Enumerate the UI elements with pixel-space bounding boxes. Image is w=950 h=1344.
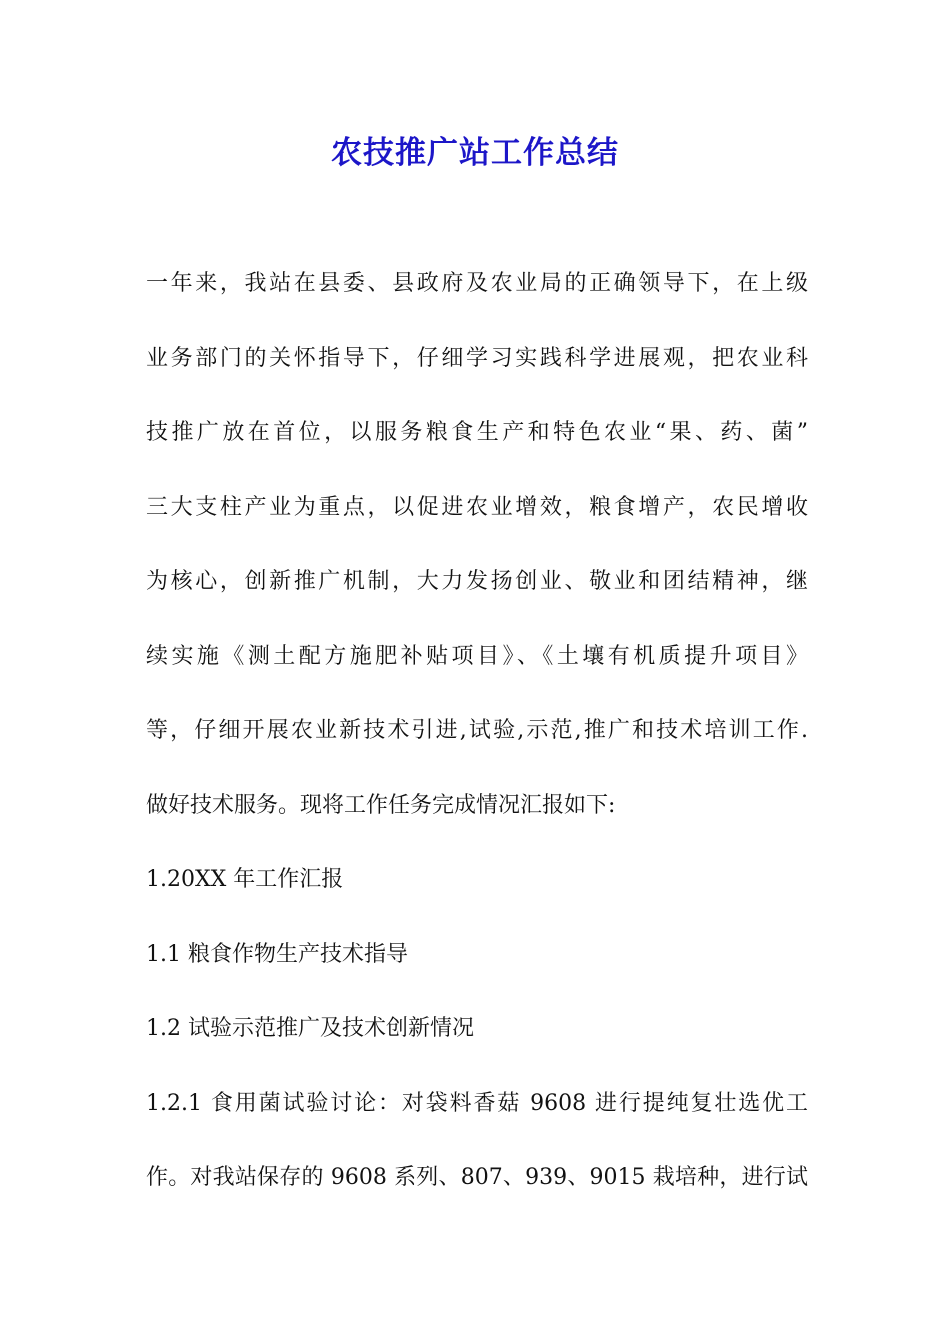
body-line: 续实施《测土配方施肥补贴项目》、《土壤有机质提升项目》 <box>146 643 808 669</box>
section-heading: 1.1 粮食作物生产技术指导 <box>146 941 408 967</box>
section-heading: 1.20XX 年工作汇报 <box>146 867 344 892</box>
body-line: 技推广放在首位，以服务粮食生产和特色农业“果、药、菌” <box>146 420 808 445</box>
body-line: 1.2.1 食用菌试验讨论：对袋料香菇 9608 进行提纯复壮选优工 <box>146 1090 808 1116</box>
section-heading: 1.2 试验示范推广及技术创新情况 <box>146 1016 474 1041</box>
body-line: 作。对我站保存的 9608 系列、807、939、9015 栽培种，进行试 <box>146 1165 808 1190</box>
body-line: 三大支柱产业为重点，以促进农业增效，粮食增产，农民增收 <box>146 494 808 520</box>
body-line: 等，仔细开展农业新技术引进,试验,示范,推广和技术培训工作. <box>146 718 808 743</box>
body-line: 一年来，我站在县委、县政府及农业局的正确领导下，在上级 <box>146 271 808 296</box>
body-line: 做好技术服务。现将工作任务完成情况汇报如下: <box>146 792 616 818</box>
document-body <box>146 264 808 1233</box>
body-line: 业务部门的关怀指导下，仔细学习实践科学进展观，把农业科 <box>146 345 808 371</box>
document-title: 农技推广站工作总结 <box>331 135 619 171</box>
body-line: 为核心，创新推广机制，大力发扬创业、敬业和团结精神，继 <box>146 569 808 594</box>
